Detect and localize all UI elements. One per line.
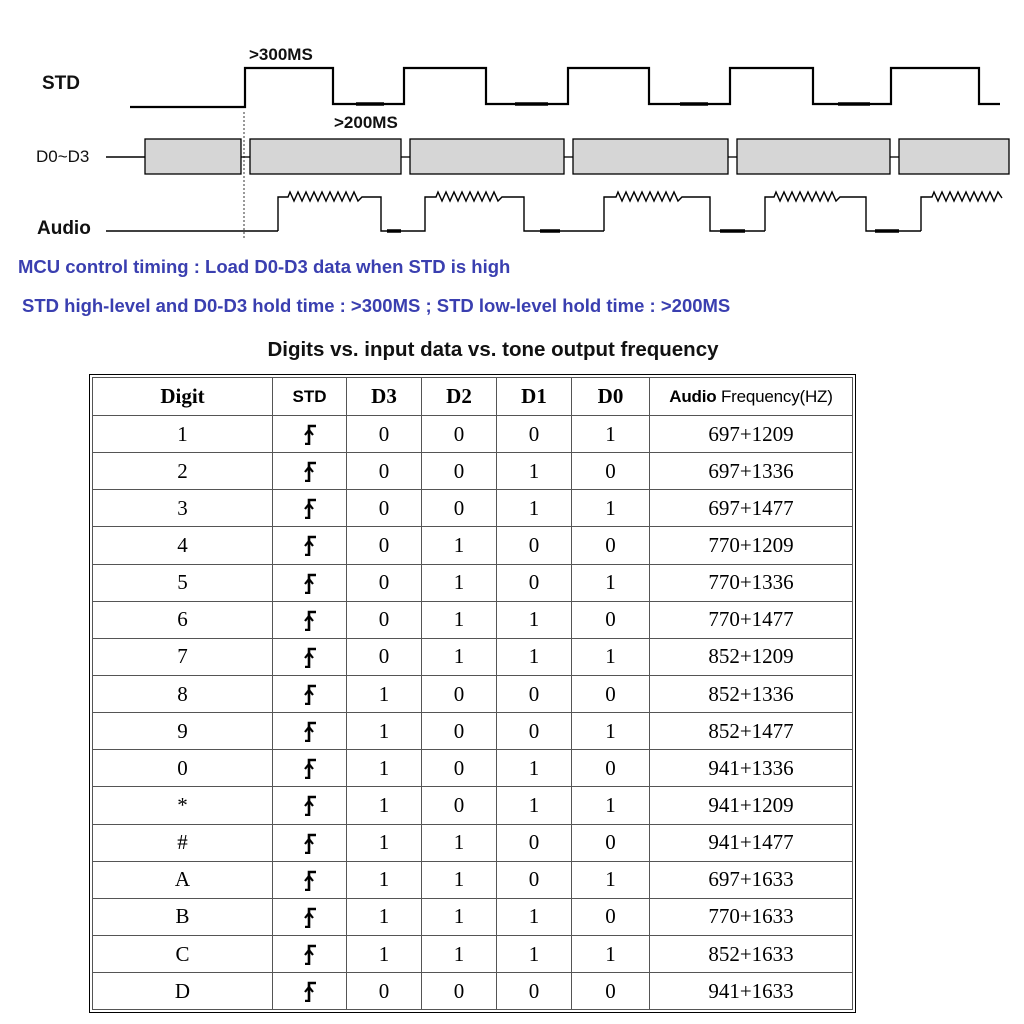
frequency-cell: 697+1336 [650,453,853,490]
frequency-cell: 697+1633 [650,861,853,898]
frequency-cell: 941+1477 [650,824,853,861]
rising-edge-icon [303,683,317,705]
table-row [93,935,853,972]
table-row [93,713,853,750]
header-digit: Digit [93,378,273,416]
rising-edge-icon [303,720,317,742]
d3-cell: 0 [347,527,422,564]
timing-waveforms [0,0,1024,250]
std-cell [273,490,347,527]
table-row [93,638,853,675]
std-cell [273,898,347,935]
d2-cell: 0 [422,675,497,712]
digit-cell: 5 [93,564,273,601]
table-body [93,416,853,1010]
d3-cell: 0 [347,601,422,638]
frequency-cell: 852+1209 [650,638,853,675]
d0-cell: 1 [572,490,650,527]
header-audio-frequency [650,378,853,416]
d0-cell: 0 [572,601,650,638]
d1-cell: 0 [497,824,572,861]
d0-cell: 1 [572,638,650,675]
d2-cell: 1 [422,638,497,675]
std-signal-label: STD [42,73,80,94]
d0-cell: 1 [572,861,650,898]
rising-edge-icon [303,534,317,556]
digit-cell: 9 [93,713,273,750]
data-bus-block [250,139,401,174]
d2-cell: 0 [422,750,497,787]
d3-cell: 0 [347,453,422,490]
d1-cell: 1 [497,490,572,527]
d3-cell: 0 [347,564,422,601]
rising-edge-icon [303,832,317,854]
d3-cell: 0 [347,490,422,527]
d2-cell: 1 [422,935,497,972]
d0-cell: 1 [572,787,650,824]
d3-cell: 1 [347,713,422,750]
d3-cell: 1 [347,824,422,861]
frequency-cell: 852+1477 [650,713,853,750]
d3-cell: 1 [347,675,422,712]
data-bus-block [899,139,1009,174]
d2-cell: 1 [422,601,497,638]
low-time-annotation: >200MS [334,113,398,132]
d3-cell: 0 [347,416,422,453]
d0-cell: 0 [572,527,650,564]
d3-cell: 0 [347,638,422,675]
rising-edge-icon [303,980,317,1002]
frequency-cell: 852+1633 [650,935,853,972]
frequency-cell: 852+1336 [650,675,853,712]
d1-cell: 1 [497,898,572,935]
rising-edge-icon [303,943,317,965]
frequency-cell: 770+1336 [650,564,853,601]
frequency-cell: 941+1209 [650,787,853,824]
rising-edge-icon [303,572,317,594]
d2-cell: 1 [422,824,497,861]
header-d2: D2 [422,378,497,416]
d2-cell: 0 [422,713,497,750]
table-row [93,675,853,712]
rising-edge-icon [303,423,317,445]
digit-cell: 8 [93,675,273,712]
d0-cell: 0 [572,898,650,935]
d2-cell: 1 [422,898,497,935]
std-cell [273,416,347,453]
d0-cell: 0 [572,453,650,490]
table-row [93,490,853,527]
rising-edge-icon [303,497,317,519]
d0-cell: 0 [572,675,650,712]
table-row [93,564,853,601]
table-header-row [93,378,853,416]
data-bus-block [573,139,728,174]
frequency-cell: 697+1477 [650,490,853,527]
frequency-table [92,377,853,1010]
frequency-cell: 770+1209 [650,527,853,564]
table-row [93,861,853,898]
d0-cell: 1 [572,713,650,750]
digit-cell: 7 [93,638,273,675]
high-time-annotation: >300MS [249,45,313,64]
rising-edge-icon [303,646,317,668]
d0-cell: 1 [572,416,650,453]
d1-cell: 0 [497,564,572,601]
d1-cell: 1 [497,935,572,972]
std-cell [273,453,347,490]
d1-cell: 0 [497,527,572,564]
audio-waveform [106,192,1002,231]
d2-cell: 0 [422,490,497,527]
digit-cell: 6 [93,601,273,638]
timing-diagram [0,0,1024,250]
d1-cell: 1 [497,638,572,675]
d2-cell: 1 [422,861,497,898]
d1-cell: 0 [497,416,572,453]
digit-cell: B [93,898,273,935]
rising-edge-icon [303,794,317,816]
header-audio: Audio [669,386,717,406]
d0-cell: 0 [572,824,650,861]
data-bus-signal-label: D0~D3 [36,147,90,166]
rising-edge-icon [303,906,317,928]
std-cell [273,675,347,712]
d2-cell: 0 [422,787,497,824]
d1-cell: 0 [497,973,572,1010]
std-cell [273,750,347,787]
table-row [93,787,853,824]
frequency-cell: 697+1209 [650,416,853,453]
table-row [93,416,853,453]
frequency-cell: 941+1633 [650,973,853,1010]
frequency-cell: 770+1633 [650,898,853,935]
digit-cell: 0 [93,750,273,787]
data-bus-block [737,139,890,174]
d3-cell: 1 [347,935,422,972]
header-d1: D1 [497,378,572,416]
header-d3: D3 [347,378,422,416]
digit-cell: 4 [93,527,273,564]
std-cell [273,935,347,972]
d3-cell: 1 [347,787,422,824]
data-bus-block [410,139,564,174]
digit-cell: # [93,824,273,861]
header-d0: D0 [572,378,650,416]
d2-cell: 0 [422,973,497,1010]
digit-cell: 2 [93,453,273,490]
rising-edge-icon [303,460,317,482]
frequency-cell: 941+1336 [650,750,853,787]
std-cell [273,601,347,638]
d1-cell: 1 [497,601,572,638]
d0-cell: 0 [572,750,650,787]
table-row [93,750,853,787]
timing-note-load: MCU control timing : Load D0-D3 data when STD is high [18,256,511,277]
d1-cell: 1 [497,453,572,490]
frequency-cell: 770+1477 [650,601,853,638]
std-cell [273,713,347,750]
digit-cell: 3 [93,490,273,527]
table-row [93,973,853,1010]
table-row [93,601,853,638]
d1-cell: 1 [497,750,572,787]
frequency-table-frame [89,374,856,1013]
rising-edge-icon [303,757,317,779]
d2-cell: 0 [422,453,497,490]
audio-signal-label: Audio [37,218,91,239]
data-bus-blocks [145,139,1009,174]
digit-cell: * [93,787,273,824]
table-row [93,527,853,564]
d2-cell: 1 [422,527,497,564]
digit-cell: 1 [93,416,273,453]
digit-cell: D [93,973,273,1010]
header-frequency: Frequency(HZ) [720,386,833,406]
std-cell [273,527,347,564]
header-std: STD [273,378,347,416]
std-cell [273,824,347,861]
d1-cell: 0 [497,861,572,898]
std-cell [273,861,347,898]
timing-note-hold-time: STD high-level and D0-D3 hold time : >300MS ; STD low-level hold time : >200MS [22,295,731,316]
std-cell [273,973,347,1010]
data-bus-block [145,139,241,174]
d1-cell: 0 [497,713,572,750]
d2-cell: 0 [422,416,497,453]
d2-cell: 1 [422,564,497,601]
d3-cell: 0 [347,973,422,1010]
d0-cell: 1 [572,564,650,601]
rising-edge-icon [303,869,317,891]
std-waveform [130,68,1000,107]
digit-cell: A [93,861,273,898]
d3-cell: 1 [347,898,422,935]
d3-cell: 1 [347,861,422,898]
table-row [93,453,853,490]
table-title: Digits vs. input data vs. tone output frequency [267,338,719,361]
table-row [93,898,853,935]
d1-cell: 1 [497,787,572,824]
d1-cell: 0 [497,675,572,712]
std-cell [273,564,347,601]
rising-edge-icon [303,609,317,631]
std-cell [273,787,347,824]
d3-cell: 1 [347,750,422,787]
d0-cell: 0 [572,973,650,1010]
d0-cell: 1 [572,935,650,972]
std-cell [273,638,347,675]
table-row [93,824,853,861]
digit-cell: C [93,935,273,972]
